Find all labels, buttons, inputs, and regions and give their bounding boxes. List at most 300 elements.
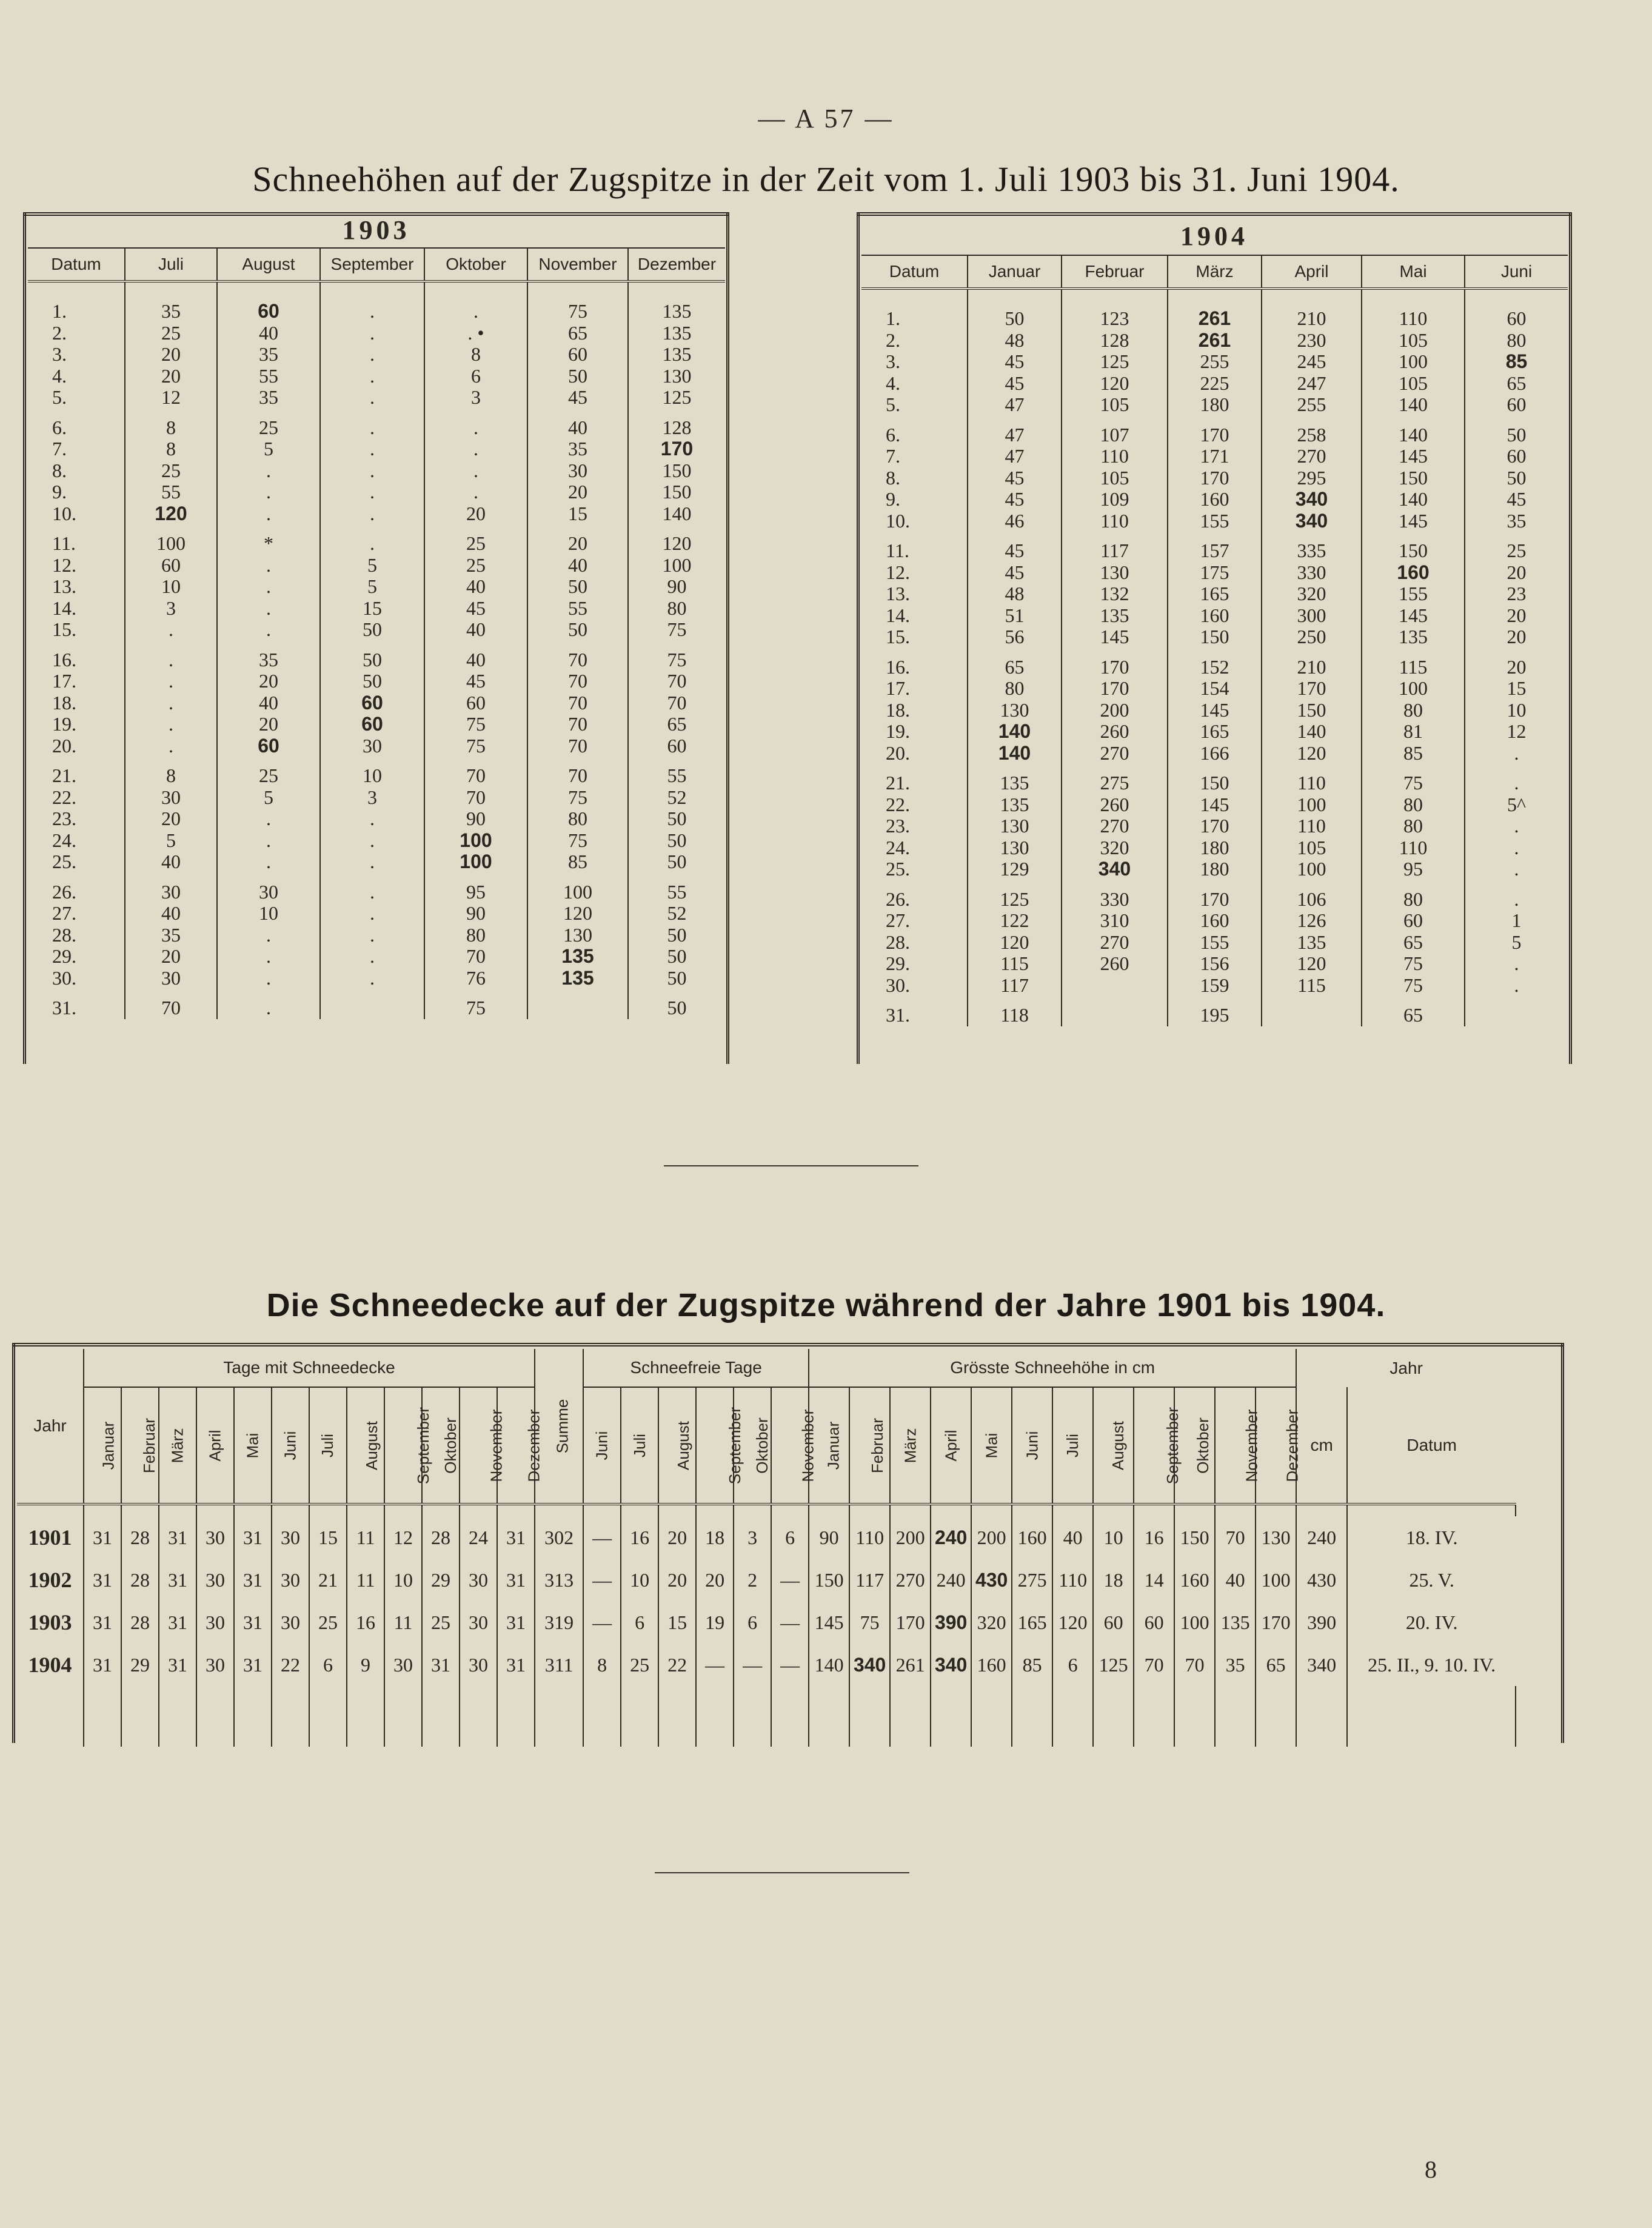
value-cell: 35: [125, 301, 217, 323]
value-cell: .: [1465, 953, 1568, 975]
date-cell: 11.: [886, 540, 909, 561]
value-cell: 170: [1168, 889, 1262, 911]
table-row: [861, 889, 1568, 911]
value-cell: 65: [1362, 1005, 1465, 1026]
cm-cell: 390: [1296, 1601, 1347, 1644]
tage-mit-10-label: November: [487, 1409, 506, 1482]
column-header-1904-0: Datum: [861, 255, 968, 289]
table-row: [28, 387, 725, 409]
frei-cell: 18: [696, 1516, 734, 1559]
value-cell: 60: [1362, 910, 1465, 932]
value-cell: 118: [968, 1005, 1062, 1026]
value-cell: 105: [1062, 394, 1168, 416]
date-cell: 23.: [886, 815, 910, 837]
table-row: [861, 605, 1568, 627]
value-cell: 210: [1262, 657, 1362, 678]
value-cell: 25: [217, 417, 320, 439]
date-cell: 19.: [886, 720, 910, 742]
tage-mit-8-label: September: [414, 1407, 433, 1485]
value-cell: 126: [1262, 910, 1362, 932]
tage-cell: 31: [497, 1644, 535, 1686]
tage-cell: 31: [497, 1601, 535, 1644]
table-1903-frame: [23, 212, 729, 1064]
value-cell: .: [217, 830, 320, 852]
groesste-8-label: September: [1163, 1407, 1182, 1485]
value-cell: 23: [1465, 583, 1568, 605]
date-cell: 27.: [886, 909, 910, 931]
tage-mit-4-label: Mai: [243, 1433, 262, 1459]
value-cell: 75: [424, 714, 527, 735]
schneefrei-3-label: September: [726, 1407, 744, 1485]
datum-cell: 18. IV.: [1347, 1516, 1516, 1559]
groesste-1: [849, 1387, 890, 1504]
max-cell: 6: [1052, 1644, 1093, 1686]
value-cell: 261: [1168, 330, 1262, 352]
table-row: [28, 619, 725, 641]
value-cell: 3: [125, 598, 217, 620]
frei-cell: —: [583, 1559, 621, 1601]
value-cell: .: [217, 555, 320, 577]
summe-label: Summe: [553, 1399, 572, 1454]
value-cell: 120: [1062, 373, 1168, 395]
value-cell: .: [320, 968, 424, 989]
value-cell: .: [1465, 889, 1568, 911]
table-row: [861, 932, 1568, 954]
tage-cell: 31: [497, 1516, 535, 1559]
value-cell: 100: [1362, 351, 1465, 373]
value-cell: 150: [1168, 626, 1262, 648]
value-cell: 70: [527, 765, 628, 787]
value-cell: 128: [628, 417, 725, 439]
value-cell: 120: [527, 903, 628, 925]
value-cell: 75: [628, 619, 725, 641]
value-cell: [1062, 975, 1168, 997]
value-cell: 130: [968, 700, 1062, 721]
value-cell: 106: [1262, 889, 1362, 911]
tage-cell: 30: [196, 1559, 234, 1601]
tage-cell: 31: [234, 1644, 272, 1686]
value-cell: 50: [527, 619, 628, 641]
value-cell: .: [217, 808, 320, 830]
max-cell: 160: [1174, 1559, 1215, 1601]
date-cell: 15.: [52, 618, 76, 640]
value-cell: 10: [217, 903, 320, 925]
value-cell: 50: [628, 925, 725, 946]
value-cell: 5: [320, 576, 424, 598]
date-cell: 26.: [886, 888, 910, 910]
max-cell: 340: [849, 1644, 890, 1686]
value-cell: 261: [1168, 308, 1262, 330]
date-cell: 24.: [886, 836, 910, 858]
value-cell: 30: [125, 968, 217, 989]
groesste-8: [1134, 1387, 1182, 1504]
value-cell: 135: [968, 794, 1062, 816]
table-row: [28, 301, 725, 323]
table-row: [28, 925, 725, 946]
value-cell: 110: [1062, 510, 1168, 532]
groesste-0-label: Januar: [824, 1421, 843, 1470]
value-cell: 135: [527, 946, 628, 968]
value-cell: 40: [424, 576, 527, 598]
value-cell: 105: [1062, 467, 1168, 489]
value-cell: 100: [527, 881, 628, 903]
table-row: [861, 721, 1568, 743]
value-cell: .: [320, 301, 424, 323]
tage-mit-3-label: April: [206, 1430, 224, 1462]
table-row: [28, 946, 725, 968]
frei-cell: —: [583, 1601, 621, 1644]
value-cell: 56: [968, 626, 1062, 648]
max-cell: 110: [849, 1516, 890, 1559]
value-cell: 45: [424, 671, 527, 692]
value-cell: 40: [125, 903, 217, 925]
value-cell: 170: [628, 438, 725, 460]
tage-cell: 11: [347, 1516, 384, 1559]
value-cell: .: [320, 881, 424, 903]
table-row: [861, 975, 1568, 997]
value-cell: 340: [1262, 510, 1362, 532]
table-row: [28, 787, 725, 809]
table-row: [861, 562, 1568, 584]
column-header-1903-3: September: [320, 248, 424, 281]
value-cell: 160: [1168, 605, 1262, 627]
value-cell: 70: [527, 692, 628, 714]
tage-cell: 16: [347, 1601, 384, 1644]
tage-cell: 21: [309, 1559, 347, 1601]
frei-cell: 8: [583, 1644, 621, 1686]
value-cell: .: [424, 460, 527, 482]
table-row: [28, 598, 725, 620]
date-cell: 7.: [52, 438, 67, 460]
value-cell: . •: [424, 323, 527, 344]
value-cell: .: [320, 946, 424, 968]
value-cell: 50: [968, 308, 1062, 330]
value-cell: 70: [125, 997, 217, 1019]
column-header-1903-1: Juli: [125, 248, 217, 281]
date-cell: 2.: [52, 321, 67, 344]
value-cell: 155: [1362, 583, 1465, 605]
value-cell: 90: [424, 903, 527, 925]
value-cell: 48: [968, 583, 1062, 605]
column-header-1903-0: Datum: [28, 248, 125, 281]
value-cell: 60: [527, 344, 628, 366]
tage-cell: 6: [309, 1644, 347, 1686]
value-cell: 30: [125, 881, 217, 903]
groesste-11-label: Dezember: [1283, 1409, 1302, 1482]
value-cell: [1062, 1005, 1168, 1026]
tage-cell: 30: [460, 1559, 497, 1601]
max-cell: 135: [1215, 1601, 1256, 1644]
value-cell: 107: [1062, 424, 1168, 446]
table-row: [28, 503, 725, 525]
max-cell: 160: [1012, 1516, 1052, 1559]
tage-cell: 15: [309, 1516, 347, 1559]
schneefrei-5: [771, 1387, 817, 1504]
value-cell: 130: [1062, 562, 1168, 584]
value-cell: 47: [968, 446, 1062, 467]
value-cell: 25: [217, 765, 320, 787]
table-row: [861, 700, 1568, 721]
snow-cover-table: [17, 1349, 1560, 1747]
summe-cell: 313: [535, 1559, 583, 1601]
table-row: [861, 424, 1568, 446]
table-row: [861, 467, 1568, 489]
value-cell: 295: [1262, 467, 1362, 489]
tage-mit-11-label: Dezember: [524, 1409, 543, 1482]
value-cell: 258: [1262, 424, 1362, 446]
value-cell: 165: [1168, 583, 1262, 605]
value-cell: 20: [1465, 626, 1568, 648]
max-cell: 150: [809, 1559, 849, 1601]
schneefrei-2: [658, 1387, 696, 1504]
value-cell: 175: [1168, 562, 1262, 584]
value-cell: 70: [527, 671, 628, 692]
value-cell: 20: [125, 946, 217, 968]
date-cell: 1.: [52, 300, 67, 322]
groesste-3-label: April: [941, 1430, 960, 1462]
value-cell: 270: [1062, 815, 1168, 837]
value-cell: 85: [1362, 743, 1465, 764]
value-cell: 110: [1362, 837, 1465, 859]
date-cell: 13.: [886, 583, 910, 604]
value-cell: 40: [217, 323, 320, 344]
table-row: [28, 903, 725, 925]
value-cell: 135: [628, 301, 725, 323]
value-cell: 150: [1262, 700, 1362, 721]
max-cell: 60: [1134, 1601, 1174, 1644]
tage-mit-2: [159, 1387, 196, 1504]
max-cell: 70: [1174, 1644, 1215, 1686]
max-cell: 70: [1134, 1644, 1174, 1686]
value-cell: 145: [1168, 794, 1262, 816]
value-cell: 50: [527, 576, 628, 598]
datum-cell: 20. IV.: [1347, 1601, 1516, 1644]
max-cell: 18: [1093, 1559, 1134, 1601]
frei-cell: —: [583, 1516, 621, 1559]
groesste-4: [971, 1387, 1012, 1504]
max-cell: 40: [1052, 1516, 1093, 1559]
value-cell: 210: [1262, 308, 1362, 330]
table1-title: Schneehöhen auf der Zugspitze in der Zeit vom 1. Juli 1903 bis 31. Juni 1904.: [252, 159, 1400, 199]
table-row: [861, 489, 1568, 510]
date-cell: 21.: [886, 772, 910, 794]
max-cell: 10: [1093, 1516, 1134, 1559]
max-cell: 60: [1093, 1601, 1134, 1644]
value-cell: .: [320, 808, 424, 830]
value-cell: 50: [628, 851, 725, 873]
value-cell: 300: [1262, 605, 1362, 627]
value-cell: 160: [1168, 910, 1262, 932]
value-cell: 140: [1362, 489, 1465, 510]
groesste-1-label: Februar: [868, 1417, 887, 1474]
value-cell: 20: [125, 366, 217, 387]
column-header-1903-4: Oktober: [424, 248, 527, 281]
value-cell: 75: [527, 301, 628, 323]
table-row: [861, 910, 1568, 932]
value-cell: 5^: [1465, 794, 1568, 816]
value-cell: 340: [1062, 858, 1168, 880]
value-cell: 50: [320, 619, 424, 641]
value-cell: 60: [628, 735, 725, 757]
value-cell: 60: [1465, 446, 1568, 467]
value-cell: .: [424, 301, 527, 323]
value-cell: .: [217, 619, 320, 641]
date-cell: 19.: [52, 713, 76, 735]
value-cell: [527, 997, 628, 1019]
value-cell: 45: [968, 351, 1062, 373]
value-cell: .: [320, 903, 424, 925]
table-row: [861, 373, 1568, 395]
value-cell: .: [125, 649, 217, 671]
value-cell: 150: [1362, 540, 1465, 562]
value-cell: 140: [1362, 424, 1465, 446]
value-cell: 50: [1465, 424, 1568, 446]
table-row: [861, 794, 1568, 816]
table-row: [861, 583, 1568, 605]
summe-cell: 302: [535, 1516, 583, 1559]
value-cell: .: [320, 925, 424, 946]
value-cell: 75: [527, 830, 628, 852]
value-cell: 117: [1062, 540, 1168, 562]
max-cell: 110: [1052, 1559, 1093, 1601]
value-cell: 135: [1262, 932, 1362, 954]
table-row: [861, 837, 1568, 859]
value-cell: 80: [968, 678, 1062, 700]
value-cell: 115: [968, 953, 1062, 975]
cm-cell: 240: [1296, 1516, 1347, 1559]
value-cell: 90: [424, 808, 527, 830]
max-cell: 160: [971, 1644, 1012, 1686]
max-cell: 70: [1215, 1516, 1256, 1559]
value-cell: 340: [1262, 489, 1362, 510]
value-cell: .: [217, 576, 320, 598]
value-cell: 105: [1262, 837, 1362, 859]
value-cell: 5: [320, 555, 424, 577]
table-row: [28, 576, 725, 598]
date-cell: 1.: [886, 307, 900, 329]
value-cell: 110: [1062, 446, 1168, 467]
value-cell: 65: [527, 323, 628, 344]
tage-cell: 30: [460, 1601, 497, 1644]
value-cell: 65: [1465, 373, 1568, 395]
value-cell: 47: [968, 394, 1062, 416]
table-row: [28, 968, 725, 989]
table-row: [28, 649, 725, 671]
value-cell: 160: [1362, 562, 1465, 584]
date-cell: 18.: [52, 691, 76, 714]
value-cell: 50: [320, 649, 424, 671]
value-cell: .: [1465, 858, 1568, 880]
group-jahr-right: Jahr: [1296, 1349, 1516, 1387]
value-cell: 50: [1465, 467, 1568, 489]
value-cell: .: [320, 344, 424, 366]
schneefrei-1: [621, 1387, 658, 1504]
value-cell: 85: [527, 851, 628, 873]
date-cell: 4.: [52, 364, 67, 387]
date-cell: 15.: [886, 626, 910, 647]
max-cell: 240: [931, 1516, 971, 1559]
value-cell: 230: [1262, 330, 1362, 352]
value-cell: 52: [628, 903, 725, 925]
column-header-1904-3: März: [1168, 255, 1262, 289]
value-cell: 10: [125, 576, 217, 598]
value-cell: 260: [1062, 721, 1168, 743]
max-cell: 275: [1012, 1559, 1052, 1601]
tage-cell: 30: [384, 1644, 422, 1686]
value-cell: 110: [1362, 308, 1465, 330]
max-cell: 100: [1174, 1601, 1215, 1644]
value-cell: 154: [1168, 678, 1262, 700]
table-row: [28, 765, 725, 787]
value-cell: 25: [424, 533, 527, 555]
value-cell: 156: [1168, 953, 1262, 975]
schneefrei-0: [583, 1387, 621, 1504]
value-cell: .: [217, 946, 320, 968]
value-cell: 65: [1362, 932, 1465, 954]
value-cell: 255: [1262, 394, 1362, 416]
value-cell: .: [125, 619, 217, 641]
frei-cell: 6: [621, 1601, 658, 1644]
table-row: [28, 438, 725, 460]
value-cell: 125: [1062, 351, 1168, 373]
value-cell: 140: [968, 721, 1062, 743]
value-cell: 75: [1362, 975, 1465, 997]
value-cell: 320: [1062, 837, 1168, 859]
table-row: [17, 1644, 1560, 1686]
value-cell: 30: [320, 735, 424, 757]
value-cell: 45: [527, 387, 628, 409]
value-cell: 48: [968, 330, 1062, 352]
value-cell: 90: [628, 576, 725, 598]
tage-mit-0: [84, 1387, 121, 1504]
table-row: [28, 692, 725, 714]
value-cell: 80: [1465, 330, 1568, 352]
value-cell: 46: [968, 510, 1062, 532]
value-cell: 35: [1465, 510, 1568, 532]
tage-mit-7: [347, 1387, 384, 1504]
value-cell: 20: [217, 714, 320, 735]
frei-cell: 6: [771, 1516, 809, 1559]
value-cell: 55: [628, 765, 725, 787]
cover-table-frame: [12, 1343, 1564, 1743]
value-cell: 3: [424, 387, 527, 409]
value-cell: 35: [527, 438, 628, 460]
value-cell: 40: [527, 555, 628, 577]
divider-1: [664, 1165, 918, 1166]
value-cell: 159: [1168, 975, 1262, 997]
value-cell: 55: [527, 598, 628, 620]
value-cell: 50: [527, 366, 628, 387]
table-row: [861, 953, 1568, 975]
value-cell: 135: [968, 772, 1062, 794]
value-cell: 80: [1362, 794, 1465, 816]
value-cell: 150: [628, 460, 725, 482]
value-cell: 75: [1362, 772, 1465, 794]
value-cell: .: [424, 481, 527, 503]
max-cell: 65: [1256, 1644, 1296, 1686]
value-cell: 180: [1168, 837, 1262, 859]
value-cell: 115: [1362, 657, 1465, 678]
value-cell: 255: [1168, 351, 1262, 373]
frei-cell: 3: [734, 1516, 771, 1559]
value-cell: 8: [424, 344, 527, 366]
value-cell: 70: [424, 765, 527, 787]
max-cell: 40: [1215, 1559, 1256, 1601]
tage-mit-9-label: Oktober: [441, 1417, 460, 1474]
value-cell: .: [320, 438, 424, 460]
value-cell: .: [217, 968, 320, 989]
tage-cell: 11: [384, 1601, 422, 1644]
